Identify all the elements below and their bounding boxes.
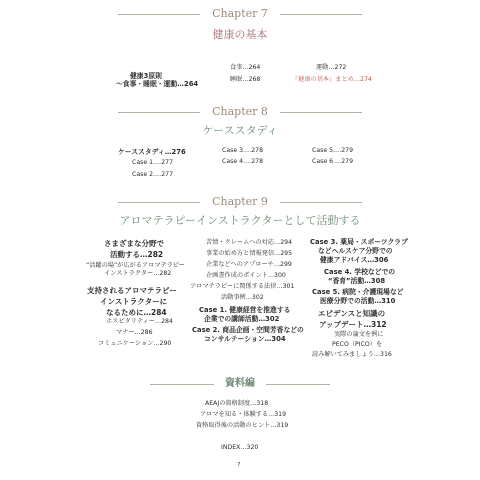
chapter8-title: ケーススタディ: [202, 124, 278, 137]
toc-item[interactable]: INDEX…320: [221, 444, 259, 451]
toc-item[interactable]: PECO（PICO）を: [332, 341, 383, 348]
toc-item[interactable]: Case 2. 商品企画・空間芳香などの: [192, 326, 304, 334]
toc-item[interactable]: 運動…272: [316, 64, 347, 71]
toc-item[interactable]: インストラクターに: [100, 297, 168, 306]
toc-item[interactable]: “活躍の場”が広がるアロマテラピー: [86, 262, 185, 269]
chapter9-heading: Chapter 9: [118, 196, 362, 208]
toc-item[interactable]: 活動事例…302: [221, 294, 264, 301]
toc-item[interactable]: Case 4.…278: [222, 158, 264, 165]
toc-item[interactable]: Case 1.…277: [132, 159, 174, 166]
toc-item[interactable]: Case 5. 病院・介護現場など: [312, 288, 404, 296]
toc-item[interactable]: 事業の始め方と情報発信…295: [206, 250, 293, 257]
toc-item[interactable]: コンサルテーション…304: [204, 335, 286, 343]
toc-item[interactable]: 睡眠…268: [230, 76, 261, 83]
toc-item[interactable]: マナー…286: [116, 329, 153, 336]
toc-item[interactable]: 苦情・クレームへの対応…294: [206, 239, 293, 246]
chapter8-heading: Chapter 8: [118, 106, 362, 118]
toc-item[interactable]: 健康3原則: [130, 72, 162, 80]
toc-item[interactable]: 実際の論文を例に: [334, 331, 384, 338]
toc-item[interactable]: アップデート…312: [319, 320, 387, 329]
appendix-heading: 資料編: [150, 378, 330, 390]
toc-item[interactable]: ホスピタリティー…284: [106, 318, 173, 325]
toc-item[interactable]: なるために…284: [106, 308, 167, 317]
toc-item[interactable]: 活動する…282: [110, 250, 164, 259]
toc-item[interactable]: Case 4. 学校などでの: [324, 268, 396, 276]
toc-item[interactable]: アロマテラピーに関係する法律…301: [190, 283, 295, 290]
chapter7-title: 健康の基本: [212, 28, 268, 41]
page-number: 7: [237, 462, 241, 468]
chapter9-title: アロマテラピーインストラクターとして活動する: [119, 214, 361, 227]
toc-item[interactable]: 企業などへのアプローチ…299: [206, 261, 292, 268]
toc-item[interactable]: アロマを知る・体験する…319: [200, 411, 287, 418]
chapter7-heading: Chapter 7: [118, 8, 362, 20]
toc-item[interactable]: Case 5.…279: [312, 147, 354, 154]
toc-item[interactable]: 食事…264: [230, 64, 261, 71]
toc-item[interactable]: さまざまな分野で: [104, 239, 164, 248]
toc-item[interactable]: Case 1. 健康経営を推進する: [199, 306, 291, 314]
toc-item[interactable]: Case 3. 薬局・スポーツクラブ: [310, 238, 408, 246]
toc-item[interactable]: 支持されるアロマテラピー: [87, 286, 177, 295]
toc-item[interactable]: 企業での講師活動…302: [204, 315, 280, 323]
toc-item[interactable]: 健康アドバイス…306: [320, 256, 389, 264]
toc-item[interactable]: Case 2.…277: [132, 171, 174, 178]
toc-item[interactable]: ～食事・睡眠・運動…264: [116, 80, 199, 88]
toc-item[interactable]: などヘルスケア分野での: [318, 247, 393, 255]
toc-item[interactable]: 企画書作成のポイント…300: [206, 272, 286, 279]
toc-item[interactable]: 資格取得後の活動のヒント…319: [196, 422, 289, 429]
toc-item[interactable]: 『健康の基本』まとめ…274: [292, 76, 372, 83]
toc-item[interactable]: “香育”活動…308: [328, 277, 386, 285]
toc-item[interactable]: 医療分野での活動…310: [320, 297, 396, 305]
toc-item[interactable]: インストラクター…282: [104, 270, 172, 277]
toc-item[interactable]: Case 6.…279: [312, 158, 354, 165]
toc-item[interactable]: コミュニケーション…290: [98, 340, 172, 347]
toc-item[interactable]: Case 3.…278: [222, 147, 264, 154]
toc-item[interactable]: エビデンスと知識の: [318, 309, 386, 318]
toc-item[interactable]: AEAJの資格制度…318: [205, 400, 269, 407]
toc-item[interactable]: 読み解いてみましょう…316: [312, 351, 392, 358]
toc-item[interactable]: ケーススタディ…276: [118, 148, 186, 156]
